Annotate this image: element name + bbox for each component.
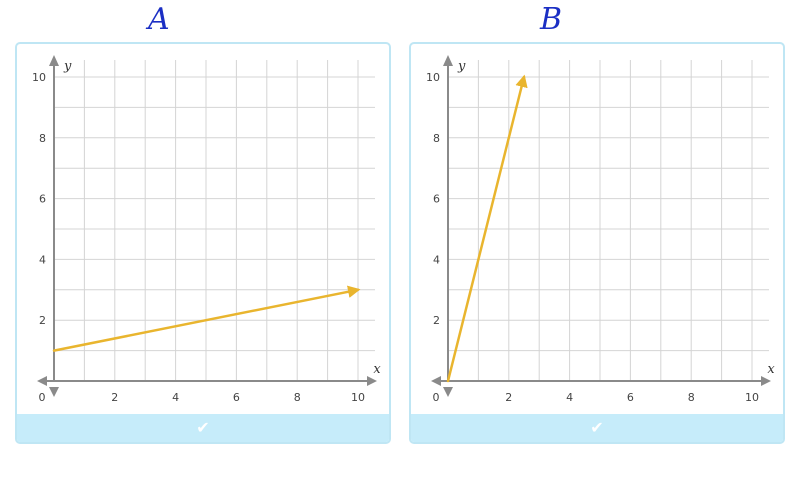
x-axis-left-arrow-icon	[37, 376, 47, 386]
graph-card-a[interactable]	[15, 42, 391, 444]
y-axis-arrow-icon	[443, 55, 453, 66]
x-tick-label: 4	[172, 391, 180, 404]
y-tick-label: 6	[433, 192, 440, 206]
check-icon: ✔	[196, 418, 210, 437]
y-axis-down-arrow-icon	[49, 387, 59, 397]
x-axis-label: x	[373, 362, 381, 377]
panel-a-label: A	[148, 2, 170, 37]
y-tick-label: 8	[39, 131, 46, 145]
y-axis-down-arrow-icon	[443, 387, 453, 397]
x-tick-label: 8	[687, 391, 695, 404]
x-axis-right-arrow-icon	[761, 376, 771, 386]
graph-a-select-button[interactable]	[17, 414, 389, 442]
x-axis-right-arrow-icon	[367, 376, 377, 386]
y-tick-label: 6	[39, 192, 46, 206]
graph-card-b[interactable]	[409, 42, 785, 444]
y-tick-label: 4	[433, 253, 440, 267]
x-tick-label: 2	[111, 391, 119, 404]
y-axis-label: y	[458, 59, 466, 74]
y-tick-label: 8	[433, 131, 440, 145]
panel-b-label: B	[540, 2, 563, 37]
y-axis-arrow-icon	[49, 55, 59, 66]
graph-b	[411, 44, 783, 414]
x-tick-label: 4	[566, 391, 574, 404]
y-tick-label: 2	[39, 314, 46, 328]
y-tick-label: 10	[426, 71, 440, 84]
x-tick-label: 2	[505, 391, 513, 404]
y-tick-label: 10	[32, 71, 46, 84]
x-axis-label: x	[767, 362, 775, 377]
x-tick-label: 0	[38, 391, 46, 404]
x-tick-label: 6	[626, 391, 634, 404]
x-tick-label: 8	[293, 391, 301, 404]
y-tick-label: 2	[433, 314, 440, 328]
y-axis-label: y	[64, 59, 72, 74]
x-tick-label: 0	[432, 391, 440, 404]
graph-a	[17, 44, 389, 414]
x-tick-label: 10	[351, 391, 365, 404]
x-tick-label: 10	[745, 391, 759, 404]
x-axis-left-arrow-icon	[431, 376, 441, 386]
x-tick-label: 6	[232, 391, 240, 404]
check-icon: ✔	[590, 418, 604, 437]
y-tick-label: 4	[39, 253, 46, 267]
graph-b-select-button[interactable]	[411, 414, 783, 442]
